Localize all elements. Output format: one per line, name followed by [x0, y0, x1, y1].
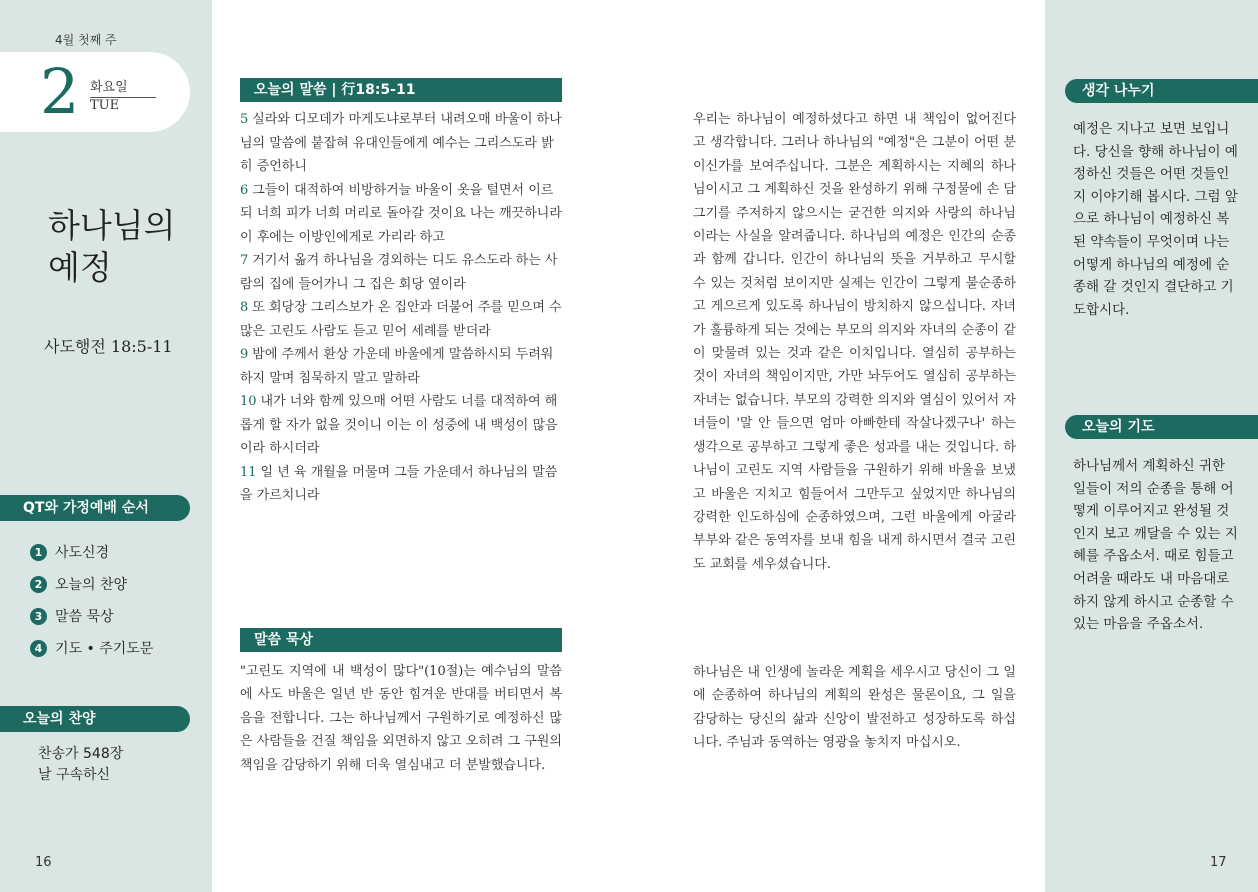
verse-number: 5: [240, 112, 249, 127]
verse-text: 일 년 육 개월을 머물며 그들 가운데서 하나님의 말씀을 가르치니라: [240, 464, 558, 503]
verse-number: 11: [240, 464, 257, 480]
meditation-paragraph-3: 하나님은 내 인생에 놀라운 계획을 세우시고 당신이 그 일에 순종하여 하나님의 계획의 완성은 물론이요, 그 일을 감당하는 당신의 삶과 신앙이 발전하고 성장하도록 하십니다. 주님과 동역하는 영광을 놓치지 마십시오.: [693, 665, 1016, 751]
verse: [240, 461, 564, 508]
order-item-label: 오늘의 찬양: [55, 577, 128, 593]
title-line-1: 하나님의: [48, 206, 176, 245]
verse-text: 밤에 주께서 환상 가운데 바울에게 말씀하시되 두려워하지 말며 침묵하지 말고 말하라: [240, 347, 554, 386]
verse-text: 그들이 대적하여 비방하거늘 바울이 옷을 털면서 이르되 너희 피가 너희 머리로 돌아갈 것이요 나는 깨끗하니라 이 후에는 이방인에게로 가리라 하고: [240, 182, 562, 245]
verse: [240, 179, 564, 250]
verse-text: 내가 너와 함께 있으매 어떤 사람도 너를 대적하여 해롭게 할 자가 없을 것이니 이는 이 성중에 내 백성이 많음이라 하시더라: [240, 394, 558, 456]
hymn-section-heading: 오늘의 찬양: [0, 706, 190, 732]
meditation-paragraph-1: "고린도 지역에 내 백성이 많다"(10절)는 예수님의 말씀에 사도 바울은 일년 반 동안 힘겨운 반대를 버티면서 복음을 전합니다. 그는 하나님께서 구원하기로 예정하신 많은 사람들을 건질 책임을 외면하지 않고 오히려 그 구원의 책임을 감당하기 위해 더욱 열심내고 더 분발했습니다.: [240, 664, 562, 773]
order-number-badge: 2: [30, 576, 47, 593]
scripture-reference: 사도행전 18:5-11: [44, 337, 173, 356]
hymn-info: [38, 744, 123, 786]
order-item-label: 말씀 묵상: [55, 609, 114, 625]
hymn-title: 날 구속하신: [38, 767, 111, 783]
order-item: [30, 574, 127, 594]
verse-list: [240, 108, 564, 508]
word-heading: 오늘의 말씀 | 行18:5-11: [240, 78, 562, 102]
verse: [240, 343, 564, 390]
order-number-badge: 4: [30, 640, 47, 657]
page-title: [48, 205, 176, 289]
day-name-en: TUE: [90, 98, 120, 113]
verse-number: 8: [240, 300, 249, 315]
verse-text: 또 회당장 그리스보가 온 집안과 더불어 주를 믿으며 수많은 고린도 사람도 듣고 믿어 세례를 받더라: [240, 300, 562, 339]
title-line-2: 예정: [48, 248, 112, 287]
verse: [240, 249, 564, 296]
verse-number: 10: [240, 394, 257, 409]
order-item-label: 기도 • 주기도문: [55, 641, 154, 657]
page-number-right: 17: [1210, 855, 1227, 870]
verse-text: 거기서 옮겨 하나님을 경외하는 디도 유스도라 하는 사람의 집에 들어가니 그 집은 회당 옆이라: [240, 253, 558, 292]
verse-number: 6: [240, 182, 249, 198]
order-section-heading: QT와 가정예배 순서: [0, 495, 190, 521]
hymn-number: 찬송가 548장: [38, 746, 124, 762]
order-item: [30, 542, 109, 562]
verse-text: 실라와 디모데가 마게도냐로부터 내려오매 바울이 하나님의 말씀에 붙잡혀 유대인들에게 예수는 그리스도라 밝히 증언하니: [240, 112, 562, 174]
order-number-badge: 3: [30, 608, 47, 625]
prayer-text: 하나님께서 계획하신 귀한 일들이 저의 순종을 통해 어떻게 이루어지고 완성될 것인지 보고 깨달을 수 있는 지혜를 주옵소서. 때로 힘들고 어려울 때라도 내 마음대로 하지 않게 하시고 순종할 수 있는 마음을 주옵소서.: [1073, 458, 1238, 633]
sharing-text: 예정은 지나고 보면 보입니다. 당신을 향해 하나님이 예정하신 것들은 어떤 것들인지 이야기해 봅시다. 그럼 앞으로 하나님이 예정하신 복된 약속들이 무엇이며 나는 어떻게 하나님의 예정에 순종해 갈 것인지 결단하고 기도합시다.: [1073, 121, 1238, 318]
week-label: 4월 첫째 주: [55, 33, 117, 47]
day-number: 2: [40, 55, 80, 128]
page-number-left: 16: [35, 855, 52, 870]
order-item: [30, 606, 114, 626]
verse-number: 9: [240, 347, 249, 362]
meditation-paragraph-2: 우리는 하나님이 예정하셨다고 하면 내 책임이 없어진다고 생각합니다. 그러나 하나님의 "예정"은 그분이 어떤 분이신가를 보여주십니다. 그분은 계획하시는 지혜의 하나님이시고 그 계획하신 것을 완성하기 위해 구정물에 손 담그기를 주저하지 않으시는 굳건한 의지와 사랑의 하나님이라는 사실을 알려줍니다. 하나님의 예정은 인간의 순종과 함께 갑니다. 인간이 하나님의 뜻을 거부하고 무시할 수 있는 것처럼 보이지만 실제는 인간이 그렇게 불순종하고 게으르게 있도록 하나님이 방치하지 않으십니다. 자녀가 훌륭하게 되는 것에는 부모의 의지와 자녀의 순종이 같이 맞물려 있는 것과 같은 이치입니다. 열심히 공부하는 것이 자녀의 책임이지만, 가만 놔두어도 열심히 공부하는 자녀는 없습니다. 부모의 강력한 의지와 열심이 있어서 자녀들이 '말 안 들으면 엄마 아빠한테 작살나겠구나' 하는 생각으로 공부하고 그렇게 좋은 성과를 내는 것입니다. 하나님이 고린도 지역 사람들을 구원하기 위해 바울을 보냈고 바울은 지치고 힘들어서 그만두고 싶었지만 하나님의 강력한 인도하심에 순종하였으며, 그런 바울에게 아굴라 부부와 같은 동역자를 보내 힘을 내게 하시면서 결국 고린도 교회를 세우셨습니다.: [693, 112, 1016, 572]
sharing-heading: 생각 나누기: [1065, 79, 1258, 103]
verse: [240, 390, 564, 461]
order-number-badge: 1: [30, 544, 47, 561]
verse-number: 7: [240, 253, 249, 268]
day-name-ko: 화요일: [90, 76, 156, 98]
order-item: [30, 638, 153, 658]
meditation-heading: 말씀 묵상: [240, 628, 562, 652]
prayer-heading: 오늘의 기도: [1065, 415, 1258, 439]
verse: [240, 296, 564, 343]
verse: [240, 108, 564, 179]
order-item-label: 사도신경: [55, 545, 110, 561]
